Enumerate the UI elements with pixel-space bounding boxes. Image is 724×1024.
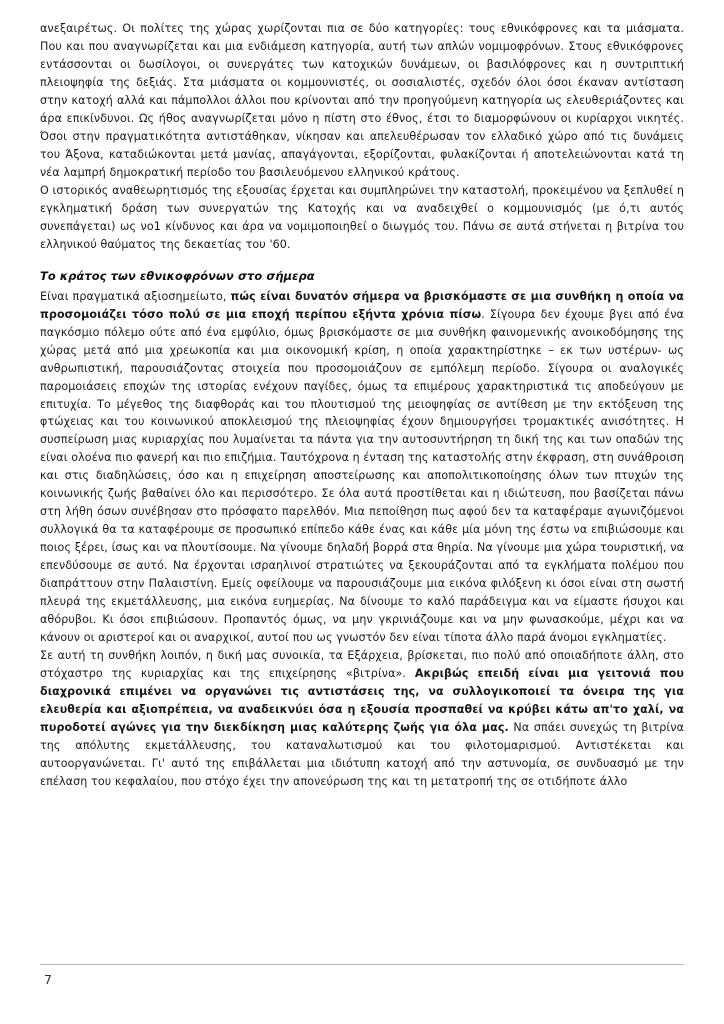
paragraph-3-run-1: Είναι πραγματικά αξιοσημείωτο, bbox=[40, 289, 231, 303]
section-heading bbox=[40, 254, 684, 288]
paragraph-3-emphasis-1: πώς είναι δυνατόν σήμερα να βρισκόμαστε σε μια συνθήκη η οποία να προσομοιάζει τόσο πολύ σε μια εποχή περίπου εξήντα χρόνια πίσω bbox=[40, 289, 684, 321]
page-content bbox=[40, 20, 684, 791]
paragraph-4-run-2: Να σπάει συνεχώς τη βιτρίνα της απόλυτης εκμετάλλευσης, του καταναλωτισμού και του φιλοτομαρισμού. Αντιστέκεται και αυτοοργανώνεται. Γι' αυτό της επιβάλλεται μια ιδιότυπη κατοχή από την αστυνομία, σε συνδυασμό με την επέλαση του κεφαλαίου, που στόχο έχει την απονεύρωση της και τη μετατροπή της σε οτιδήποτε άλλο bbox=[40, 720, 685, 788]
paragraph-1-text: ανεξαιρέτως. Οι πολίτες της χώρας χωρίζονται πια σε δύο κατηγορίες: τους εθνικόφρονες και τα μιάσματα. Που και που αναγνωρίζεται και μια ενδιάμεση κατηγορία, αυτή των απλών νομιμοφρόνων. Στους εθνικόφρονες εντάσσονται οι δωσίλογοι, οι συνεργάτες των κατοχικών δυνάμεων, οι βασιλόφρονες και η συντριπτική πλειοψηφία της δεξιάς. Στα μιάσματα οι κομμουνιστές, οι σοσιαλιστές, σχεδόν όλοι όσοι έκαναν αντίσταση στην κατοχή αλλά και πάμπολλοι άλλοι που κρίνονται από την προηγούμενη κατηγορία ως ελευθεριάζοντες και άρα επικίνδυνοι. Ως ήθος αναγνωρίζεται μόνο η πίστη στο έθνος, έτσι το διαμορφώνουν οι κυρίαρχοι νικητές. Όσοι στην πραγματικότητα αντιστάθηκαν, νίκησαν και απελευθέρωσαν τον ελλαδικό χώρο από τις δυνάμεις του Άξονα, καταδιώκονται μετά μανίας, απαγάγονται, εξορίζονται, φυλακίζονται ή αποτελειώνονται κατά τη νέα λαμπρή δημοκρατική περίοδο του βασιλευόμενου ελληνικού κράτους. bbox=[40, 22, 684, 179]
paragraph-1 bbox=[40, 20, 684, 182]
footer-divider bbox=[40, 964, 684, 965]
page-number: 7 bbox=[44, 972, 52, 987]
paragraph-2 bbox=[40, 182, 684, 254]
paragraph-4-emphasis-1: Ακριβώς επειδή είναι μια γειτονιά που διαχρονικά επιμένει να οργανώνει τις αντιστάσεις της, να συλλογικοποιεί τα όνειρα της για ελευθερία και αξιοπρέπεια, να αναδεικνύει όσα η εξουσία προσπαθεί να κρύβει κάτω απ'το χαλί, να πυροδοτεί αγώνες για την διεκδίκηση μιας καλύτερης ζωής για όλα μας. bbox=[40, 667, 685, 734]
paragraph-3 bbox=[40, 288, 684, 647]
paragraph-3-run-2: . Σίγουρα δεν έχουμε βγει από ένα παγκόσμιο πόλεμο ούτε από ένα εμφύλιο, όμως βρισκόμαστε σε μια συνθήκη φαινομενικής ανοικοδόμησης της χώρας μετά από μια χρεωκοπία και μια οικονομική κρίση, η οποία χαρακτηρίστηκε – εκ των υστέρων- ως ανθρωπιστική, παρουσιάζοντας στοιχεία που προσομοιάζουν σε εμπόλεμη περίοδο. Σίγουρα οι αναλογικές παρομοιάσεις εποχών της ιστορίας ενέχουν παγίδες, όμως τα επιμέρους χαρακτηριστικά τις αποδεύγουν με επιτυχία. Το μέγεθος της διαφθοράς και του πλουτισμού της μειοψηφίας σε αντίθεση με την εκτόξευση της φτώχειας και του κοινωνικού αποκλεισμού της πλειοψηφίας έχουν δημιουργήσει τρομακτικές ανισότητες. Η συσπείρωση μιας κυριαρχίας που λυμαίνεται τα πάντα για την αυτοσυντήρηση τη δική της και των οπαδών της είναι ολοένα πιο φανερή και πιο επιζήμια. Ταυτόχρονα η ένταση της καταστολής στην έκφραση, στη συνάθροιση και στις διαδηλώσεις, όσο και η επιχείρηση αποστείρωσης και αποπολιτικοποίησης όλων των πτυχών της κοινωνικής ζωής βαθαίνει όλο και περισσότερο. Σε όλα αυτά προστίθεται και η ιδιώτευση, που βασίζεται πάνω στη λήθη όσων συνέβησαν στο πρόσφατο παρελθόν. Μια πεποίθηση πως αφού δεν τα καταφέραμε αγωνιζόμενοι συλλογικά θα τα καταφέρουμε σε προσωπικό επίπεδο κάθε ένας και κάθε μία μόνη της έστω να επιβιώσουμε και ποιος ξέρει, ίσως και να πλουτίσουμε. Να γίνουμε δηλαδή βορρά στα θηρία. Να γίνουμε μια χώρα τουριστική, να επενδύσουμε σε αυτό. Να έρχονται ισραηλινοί στρατιώτες να ξεκουράζονται από τα εγκλήματα πολέμου που διαπράττουν στην Παλαιστίνη. Εμείς οφείλουμε να παρουσιάζουμε μια εικόνα φιλόξενη κι όσοι είναι στη σωστή πλευρά της εκμετάλλευσης, μια εικόνα ευημερίας. Να δίνουμε το καλό παράδειγμα και να είμαστε ήσυχοι και αθόρυβοι. Κι όσοι επιβιώσουν. Προπαντός όμως, να μην γκρινιάζουμε και να μην φωνασκούμε, μέχρι και να κάνουν οι αριστεροί και οι αναρχικοί, αυτοί που ως γνωστόν δεν είναι τίποτα άλλο παρά άνομοι εγκληματίες. bbox=[40, 307, 684, 645]
paragraph-4-run-1: Σε αυτή τη συνθήκη λοιπόν, η δική μας συνοικία, τα Εξάρχεια, βρίσκεται, πιο πολύ από οποιαδήποτε άλλη, στο στόχαστρο της κυριαρχίας και της επιχείρησης «βιτρίνα». bbox=[40, 649, 684, 681]
paragraph-2-text: Ο ιστορικός αναθεωρητισμός της εξουσίας έρχεται και συμπληρώνει την καταστολή, προκειμένου να ξεπλυθεί η εγκληματική δράση των συνεργατών της Κατοχής και να αναδειχθεί ο κομμουνισμός (με ό,τι αυτός συνεπάγεται) ως νο1 κίνδυνος και άρα να νομιμοποιηθεί ο διωγμός του. Πάνω σε αυτά στήνεται η βιτρίνα του ελληνικού θαύματος της δεκαετίας του '60. bbox=[40, 183, 684, 251]
paragraph-4 bbox=[40, 647, 684, 791]
section-heading-text: Το κράτος των εθνικοφρόνων στο σήμερα bbox=[40, 268, 315, 283]
